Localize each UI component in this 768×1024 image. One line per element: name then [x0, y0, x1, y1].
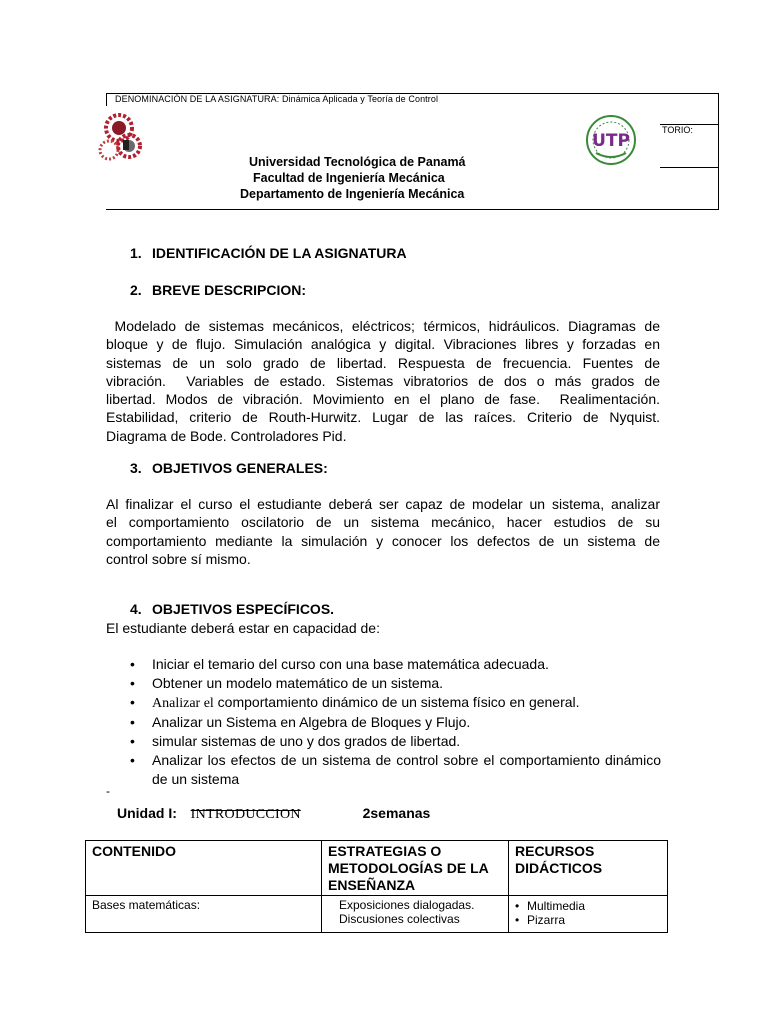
utp-seal-text: UTP [592, 131, 630, 151]
divider [660, 167, 718, 168]
description-paragraph: Modelado de sistemas mecánicos, eléctricos; térmicos, hidráulicos. Diagramas de bloque y de flujo. Simulación analógica y digital. Vibraciones libres y forzadas en sistemas de un solo grado de libertad. Respuesta de frecuencia. Fuentes de vibración. Variables de estado. Sistemas vibratorios de dos o más grados de libertad. Modos de vibración. Movimiento en el plano de fase. Realimentación. Estabilidad, criterio de Routh-Hurwitz. Lugar de las raíces. Criterio de Nyquist. Diagrama de Bode. Controladores Pid. [106, 318, 660, 444]
general-objectives-paragraph: Al finalizar el curso el estudiante deberá ser capaz de modelar un sistema, analizar el comportamiento oscilatorio de un sistema mecánico, hacer estudios de su comportamiento mediante la simulación y conocer los defectos de un sistema de control sobre sí mismo. [106, 496, 660, 567]
section-heading-objetivos-generales: 3. OBJETIVOS GENERALES: [130, 460, 328, 476]
list-item: • simular sistemas de uno y dos grados de libertad. [130, 732, 661, 751]
course-name: DENOMINACIÓN DE LA ASIGNATURA: Dinámica Aplicada y Teoría de Control [115, 94, 439, 104]
utp-seal-logo [578, 113, 644, 167]
table-row [86, 896, 668, 933]
section-heading-descripcion: 2. BREVE DESCRIPCION: [130, 282, 307, 298]
objectives-list [130, 655, 661, 789]
list-item: • Multimedia [513, 899, 663, 913]
header-recursos: RECURSOS DIDÁCTICOS [509, 841, 668, 896]
unit-label: Unidad I: [117, 805, 177, 821]
department-name: Departamento de Ingeniería Mecánica [240, 187, 465, 201]
list-item: • Obtener un modelo matemático de un sistema. [130, 674, 661, 693]
header-contenido: CONTENIDO [86, 841, 322, 896]
unit-line [117, 805, 430, 823]
unit-title: INTRODUCCION [190, 807, 301, 822]
torio-label: TORIO: [662, 125, 693, 135]
specific-objectives-intro: El estudiante deberá estar en capacidad de: [106, 620, 380, 636]
faculty-gear-logo [97, 110, 147, 166]
cell-contenido: Bases matemáticas: [86, 896, 322, 933]
list-item: • Analizar los efectos de un sistema de control sobre el comportamiento dinámico de un sistema [130, 751, 661, 789]
header-estrategias: ESTRATEGIAS O METODOLOGÍAS DE LA ENSEÑANZA [322, 841, 509, 896]
university-name: Universidad Tecnológica de Panamá [249, 155, 466, 169]
section-heading-identificacion: 1. IDENTIFICACIÓN DE LA ASIGNATURA [130, 245, 407, 261]
cell-recursos [509, 896, 668, 933]
list-item: • Analizar el comportamiento dinámico de un sistema físico en general. [130, 693, 661, 713]
section-heading-objetivos-especificos: 4. OBJETIVOS ESPECÍFICOS. [130, 601, 335, 617]
faculty-name: Facultad de Ingeniería Mecánica [253, 171, 445, 185]
list-item: • Pizarra [513, 913, 663, 927]
unit-table [85, 840, 668, 933]
dash-mark: - [106, 784, 110, 798]
cell-estrategias: Exposiciones dialogadas. Discusiones colectivas [322, 896, 509, 933]
table-header-row [86, 841, 668, 896]
list-item: • Analizar un Sistema en Algebra de Bloques y Flujo. [130, 713, 661, 732]
list-item: • Iniciar el temario del curso con una base matemática adecuada. [130, 655, 661, 674]
institution-block [240, 154, 510, 202]
unit-duration: 2semanas [362, 805, 431, 821]
